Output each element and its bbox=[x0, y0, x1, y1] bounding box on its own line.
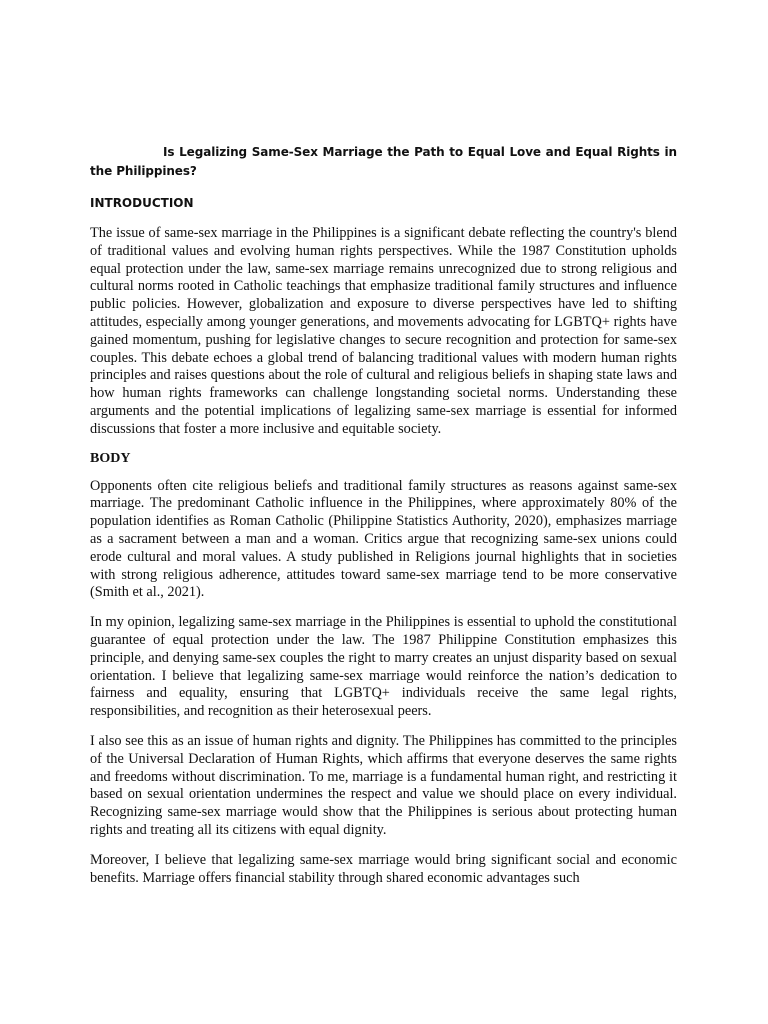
introduction-paragraph: The issue of same-sex marriage in the Philippines is a significant debate reflecting the country's blend of traditional values and evolving human rights perspectives. While the 1987 Constitution upholds equal protection under the law, same-sex marriage remains unrecognized due to strong religious and cultural norms rooted in Catholic teachings that emphasize traditional family structures and influence public policies. However, globalization and exposure to diverse perspectives have led to shifting attitudes, especially among younger generations, and movements advocating for LGBTQ+ rights have gained momentum, pushing for legislative changes to secure recognition and protection for same-sex couples. This debate echoes a global trend of balancing traditional values with modern human rights principles and raises questions about the role of cultural and religious beliefs in shaping state laws and how human rights frameworks can challenge longstanding societal norms. Understanding these arguments and the potential implications of legalizing same-sex marriage is essential for informed discussions that foster a more inclusive and equitable society. bbox=[90, 225, 677, 437]
body-paragraph-2: In my opinion, legalizing same-sex marriage in the Philippines is essential to uphold the constitutional guarantee of equal protection under the law. The 1987 Philippine Constitution emphasizes this principle, and denying same-sex couples the right to marry creates an unjust disparity based on sexual orientation. I believe that legalizing same-sex marriage would reinforce the nation’s dedication to fairness and equality, ensuring that LGBTQ+ individuals receive the same legal rights, responsibilities, and recognition as their heterosexual peers. bbox=[90, 614, 677, 720]
body-paragraph-1: Opponents often cite religious beliefs and traditional family structures as reasons against same-sex marriage. The predominant Catholic influence in the Philippines, where approximately 80% of the population identifies as Roman Catholic (Philippine Statistics Authority, 2020), emphasizes marriage as a sacrament between a man and a woman. Critics argue that recognizing same-sex unions could erode cultural and moral values. A study published in Religions journal highlights that in societies with strong religious adherence, attitudes toward same-sex marriage tend to be more conservative (Smith et al., 2021). bbox=[90, 477, 677, 601]
document-content bbox=[90, 143, 677, 899]
body-paragraph-4: Moreover, I believe that legalizing same-sex marriage would bring significant social and economic benefits. Marriage offers financial stability through shared economic advantages such bbox=[90, 851, 677, 886]
introduction-heading: INTRODUCTION bbox=[90, 196, 194, 210]
body-heading: BODY bbox=[90, 450, 131, 466]
document-title: Is Legalizing Same-Sex Marriage the Path to Equal Love and Equal Rights in the Philippines? bbox=[90, 145, 677, 178]
body-paragraph-3: I also see this as an issue of human rights and dignity. The Philippines has committed to the principles of the Universal Declaration of Human Rights, which affirms that everyone deserves the same rights and freedoms without discrimination. To me, marriage is a fundamental human right, and restricting it based on sexual orientation undermines the respect and value we should place on every individual. Recognizing same-sex marriage would show that the Philippines is serious about protecting human rights and treating all its citizens with equal dignity. bbox=[90, 732, 677, 838]
